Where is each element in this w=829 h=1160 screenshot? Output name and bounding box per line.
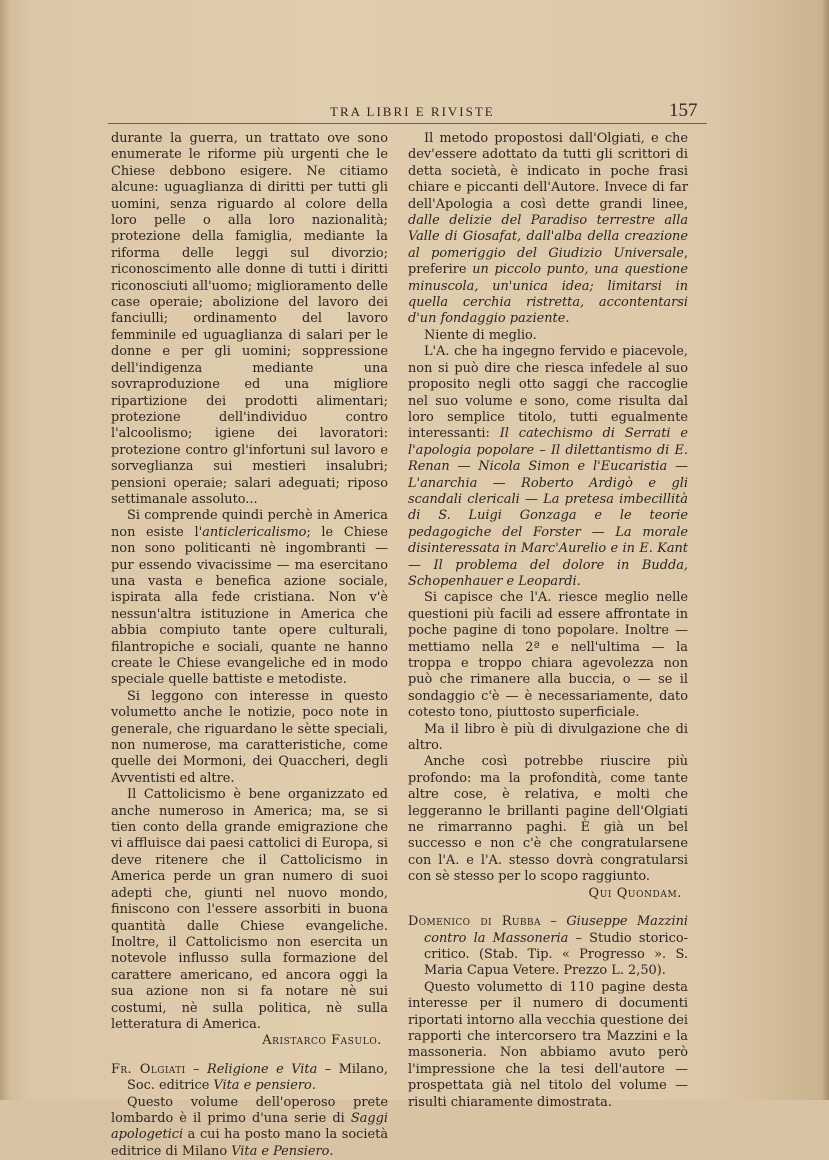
- book-entry-di-rubba: [408, 914, 688, 1111]
- left-p5-text-a: Questo volume dell'operoso prete lombardo è il primo d'una serie di: [111, 1094, 388, 1126]
- entry-end: .: [311, 1078, 316, 1094]
- left-column: [111, 131, 388, 1160]
- running-head: TRA LIBRI E RIVISTE: [330, 104, 495, 119]
- page-left-edge: [0, 0, 10, 1100]
- left-p2-italic: anticlericalismo: [202, 524, 307, 540]
- right-p1-text-b: , preferire: [408, 245, 688, 278]
- left-paragraph-4: Il Cattolicismo è bene organizzato ed anche numeroso in America; ma, se si tien conto della grande emigrazione che vi affluisce dai paesi cattolici di Europa, si deve ritenere che il Cattolicismo in America perde un gran numero di suoi adepti che, giunti nel nuovo mondo, finiscono con l'essere assorbiti in buona quantità dalle Chiese evangeliche. Inoltre, il Cattolicismo non esercita un notevole influsso sulla formazione del carattere americano, ed ancora oggi la sua azione non si fa notare nè sui costumi, nè sulla politica, nè sulla letteratura di America.: [111, 787, 388, 1032]
- left-p5-italic-1: Saggi apologetici: [111, 1110, 388, 1143]
- entry-details: – Studio storico-critico. (Stab. Tip. « Progresso ». S. Maria Capua Vetere. Prezzo L. 2,50).: [424, 930, 688, 979]
- right-paragraph-1: [408, 131, 688, 328]
- left-p5-text-b: a cui ha posto mano la società editrice di Milano: [111, 1127, 388, 1159]
- right-p1-text-a: Il metodo propostosi dall'Olgiati, e che dev'essere adottato da tutti gli scrittori di detta società, è indicato in poche frasi chiare e piccanti dell'Autore. Invece di far dell'Apologia a così dette grandi linee,: [408, 131, 688, 212]
- entry-separator: –: [185, 1061, 207, 1077]
- left-p2-text-b: ; le Chiese non sono politicanti nè ingombranti — pur essendo vivacissime — ma esercitano una vasta e benefica azione sociale, ispirata alla fede cristiana. Non v'è nessun'altra istituzione in America che abbia compiuto tante opere culturali, filantropiche e sociali, quante ne hanno create le Chiese evangeliche ed in modo speciale quelle battiste e metodiste.: [111, 524, 388, 688]
- right-p1-italic-1: dalle delizie del Paradiso terrestre alla Valle di Giosafat, dall'alba della creazione al pomeriggio del Giudizio Universale: [408, 213, 688, 261]
- right-p3-text-a: L'A. che ha ingegno fervido e piacevole, non si può dire che riesca infedele al suo proposito negli otto saggi che raccoglie nel suo volume e sono, come risulta dal loro semplice titolo, tutti egualmente interessanti:: [408, 344, 688, 442]
- left-p2-text-a: Si comprende quindi perchè in America non esiste l': [111, 508, 388, 540]
- right-paragraph-4: Si capisce che l'A. riesce meglio nelle questioni più facili ad essere affrontate in poche pagine di tono popolare. Inoltre — mettiamo nella 2ª e nell'ultima — la troppa e troppo chiara agevolezza non può che rimanere alla buccia, o — se il sondaggio c'è — è necessariamente, dato cotesto tono, piuttosto superficiale.: [408, 590, 688, 721]
- right-p3-text-c: .: [576, 573, 581, 589]
- right-paragraph-2: Niente di meglio.: [424, 327, 537, 343]
- page-right-edge: [821, 0, 829, 1100]
- right-p3-italic: Il catechismo di Serrati e l'apologia popolare – Il dilettantismo di E. Renan — Nicola Simon e l'Eucaristia — L'anarchia — Roberto Ardigò e gli scandali clericali — La pretesa imbecillità di S. Luigi Gonzaga e le teorie pedagogiche del Forster — La morale disinteressata in Marc'Aurelio e in E. Kant — Il problema del dolore in Budda, Schopenhauer e Leopardi: [408, 426, 688, 589]
- entry-title: Religione e Vita: [206, 1061, 318, 1077]
- review-heading-di-rubba: [408, 914, 688, 980]
- signature-aristarco-fasulo: Aristarco Fasulo.: [262, 1033, 382, 1049]
- right-paragraph-6: Anche così potrebbe riuscire più profondo: ma la profondità, come tante altre cose, è relativa, e molti che leggeranno le brillanti pagine dell'Olgiati ne rimarranno paghi. È già un bel successo e non c'è che congratularsene con l'A. e l'A. stesso dovrà congratularsi con sè stesso per lo scopo raggiunto.: [408, 754, 688, 885]
- left-paragraph-1: durante la guerra, un trattato ove sono enumerate le riforme più urgenti che le Chiese debbono esigere. Ne citiamo alcune: uguaglianza di diritti per tutti gli uomini, senza riguardo al colore della loro pelle o alla loro nazionalità; protezione della famiglia, mediante la riforma delle leggi sul divorzio; riconoscimento alle donne di tutti i diritti riconosciuti all'uomo; miglioramento delle case operaie; abolizione del lavoro dei fanciulli; ordinamento del lavoro femminile ed uguaglianza di salari per le donne e per gli uomini; soppressione dell'indigenza mediante una sovraproduzione ed una migliore ripartizione dei prodotti alimentari; protezione dell'individuo contro l'alcoolismo; igiene dei lavoratori: protezione contro gl'infortuni sul lavoro e sorveglianza sui mestieri insalubri; pensioni operaie; salari adeguati; riposo settimanale assoluto...: [111, 131, 388, 507]
- review-heading-olgiati: [111, 1062, 388, 1095]
- right-paragraph-7: Questo volumetto di 110 pagine desta interesse per il numero di documenti riportati intorno alla vecchia questione dei rapporti che intercorsero tra Mazzini e la massoneria. Non abbiamo avuto però l'impressione che la tesi dell'autore — prospettata già nel titolo del volume — risulti chiaramente dimostrata.: [408, 979, 688, 1110]
- entry-author: Domenico di Rubba: [408, 914, 541, 930]
- left-p5-text-c: .: [329, 1143, 334, 1159]
- entry-place: – Milano, Soc. editrice: [127, 1061, 389, 1094]
- entry-author: Fr. Olgiati: [111, 1061, 186, 1077]
- entry-publisher: Vita e pensiero: [213, 1078, 312, 1094]
- header-rule: [108, 123, 707, 124]
- left-paragraph-2: [111, 508, 388, 688]
- right-paragraph-5: Ma il libro è più di divulgazione che di altro.: [408, 721, 688, 754]
- right-p1-italic-2: un piccolo punto, una questione minuscola, un'unica idea; limitarsi in quella cerchia ristretta, accontentarsi d'un fondaggio paziente: [408, 262, 688, 327]
- left-paragraph-5: [111, 1095, 388, 1160]
- left-paragraph-3: Si leggono con interesse in questo volumetto anche le notizie, poco note in generale, che riguardano le sètte speciali, non numerose, ma caratteristiche, come quelle dei Mormoni, dei Quaccheri, degli Avventisti ed altre.: [111, 688, 388, 786]
- page-number: 157: [669, 100, 698, 121]
- entry-separator: –: [540, 914, 567, 930]
- entry-title: Giuseppe Mazzini contro la Massoneria: [424, 914, 689, 946]
- book-entry-olgiati: [111, 1062, 388, 1160]
- signature-qui-quondam: Qui Quondam.: [588, 885, 682, 901]
- right-p1-text-c: .: [565, 311, 570, 327]
- right-paragraph-3: [408, 344, 688, 590]
- left-p5-italic-2: Vita e Pensiero: [231, 1143, 330, 1159]
- right-column: [408, 131, 688, 1111]
